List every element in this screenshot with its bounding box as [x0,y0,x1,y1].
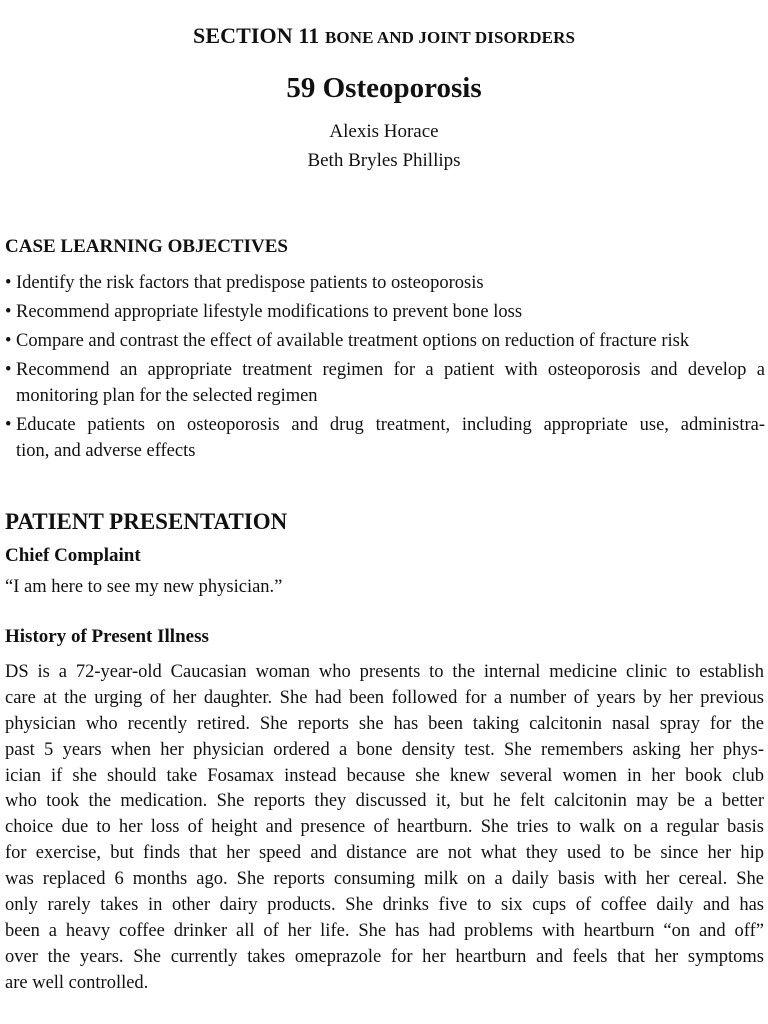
hpi-line: who took the medication. She reports they discussed it, but he felt calcitonin may be a better [5,791,764,812]
section-header [0,23,768,49]
hpi-line: past 5 years when her physician ordered a bone density test. She remembers asking her phys- [5,739,764,760]
hpi-line: physician who recently retired. She reports she has been taking calcitonin nasal spray for the [5,713,764,734]
objective-text: Educate patients on osteoporosis and drug treatment, including appropriate use, administra- [16,415,765,435]
section-title: BONE AND JOINT DISORDERS [324,28,575,47]
chief-complaint-text: “I am here to see my new physician.” [5,577,283,597]
objective-text: Identify the risk factors that predispose patients to osteoporosis [16,273,484,293]
hpi-line: been a heavy coffee drinker all of her life. She has had problems with heartburn “on and off” [5,920,764,941]
objective-item [5,328,765,354]
hpi-line: ician if she should take Fosamax instead because she knew several women in her book club [5,765,764,786]
objective-text: Compare and contrast the effect of available treatment options on reduction of fracture risk [16,331,690,351]
hpi-line: are well controlled. [5,972,149,993]
author-name: Alexis Horace [329,121,439,142]
section-number: SECTION 11 [193,23,320,48]
chief-complaint-heading: Chief Complaint [5,545,141,566]
hpi-line: for exercise, but finds that her speed and distance are not what they used to be since her hip [5,843,764,864]
patient-presentation-heading: PATIENT PRESENTATION [5,509,288,534]
hpi-line: choice due to her loss of height and presence of heartburn. She tries to walk on a regular basis [5,817,764,838]
objective-item [5,299,765,325]
objective-item [5,270,765,296]
objective-item [5,357,765,409]
chapter-title: 59 Osteoporosis [286,72,482,104]
bullet-marker: • [5,415,12,435]
hpi-line: DS is a 72-year-old Caucasian woman who presents to the internal medicine clinic to establish [5,662,764,682]
hpi-line: over the years. She currently takes omeprazole for her heartburn and feels that her symptoms [5,946,764,967]
objective-text: Recommend an appropriate treatment regimen for a patient with osteoporosis and develop a [16,360,765,380]
objectives-list [5,270,765,467]
hpi-line: care at the urging of her daughter. She had been followed for a number of years by her previous [5,687,764,708]
objective-text: tion, and adverse effects [16,441,196,461]
objective-text: Recommend appropriate lifestyle modifications to prevent bone loss [16,302,523,322]
hpi-line: only rarely takes in other dairy products. She drinks five to six cups of coffee daily and has [5,895,764,916]
objective-text: monitoring plan for the selected regimen [16,386,318,406]
bullet-marker: • [5,302,12,322]
bullet-marker: • [5,331,12,351]
objectives-heading: CASE LEARNING OBJECTIVES [5,236,288,257]
hpi-line: was replaced 6 months ago. She reports consuming milk on a daily basis with her cereal. She [5,869,764,890]
bullet-marker: • [5,273,12,293]
author-name: Beth Bryles Phillips [307,150,461,171]
objective-item [5,412,765,464]
bullet-marker: • [5,360,12,380]
hpi-heading: History of Present Illness [5,626,209,647]
hpi-paragraph [5,660,764,997]
